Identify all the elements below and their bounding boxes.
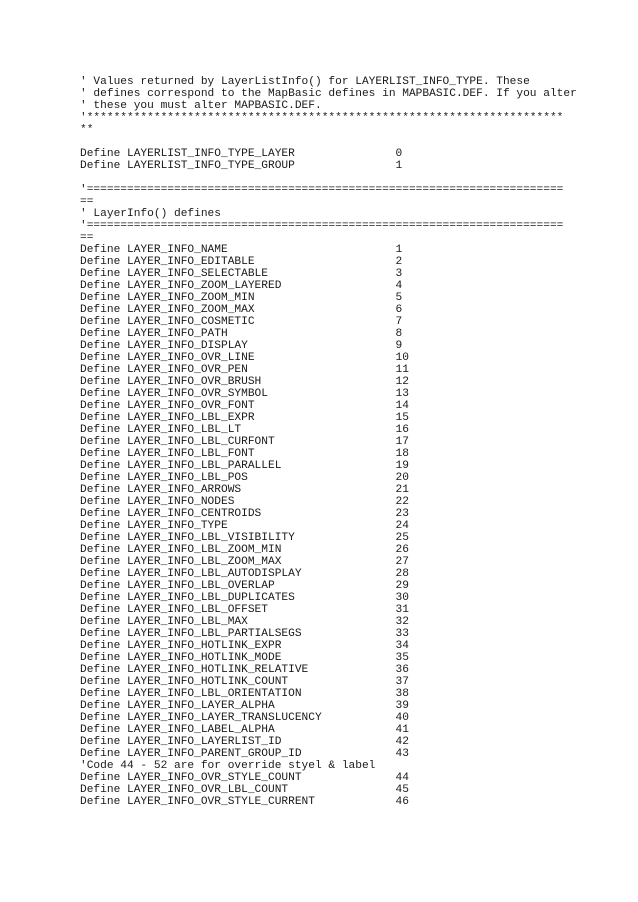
code-line: Define LAYER_INFO_OVR_LBL_COUNT 45 <box>80 784 409 796</box>
code-line: Define LAYERLIST_INFO_TYPE_LAYER 0 <box>80 148 403 160</box>
code-line: ' LayerInfo() defines <box>80 208 221 220</box>
code-line: Define LAYER_INFO_OVR_STYLE_CURRENT 46 <box>80 796 409 808</box>
code-line: Define LAYER_INFO_LABEL_ALPHA 41 <box>80 724 409 736</box>
code-line: Define LAYER_INFO_HOTLINK_COUNT 37 <box>80 676 409 688</box>
code-line: Define LAYER_INFO_LAYERLIST_ID 42 <box>80 736 409 748</box>
code-line: ** <box>80 124 94 136</box>
code-line: Define LAYER_INFO_OVR_SYMBOL 13 <box>80 388 409 400</box>
code-line: Define LAYER_INFO_PARENT_GROUP_ID 43 <box>80 748 409 760</box>
code-line: Define LAYER_INFO_EDITABLE 2 <box>80 256 403 268</box>
code-line: == <box>80 232 94 244</box>
code-line: Define LAYER_INFO_PATH 8 <box>80 328 403 340</box>
header-comment-block <box>80 76 600 136</box>
code-line: Define LAYER_INFO_ARROWS 21 <box>80 484 409 496</box>
code-line: Define LAYER_INFO_LBL_FONT 18 <box>80 448 409 460</box>
code-line: '*********************************************************************** <box>80 112 564 124</box>
code-line: Define LAYER_INFO_HOTLINK_RELATIVE 36 <box>80 664 409 676</box>
code-line: Define LAYER_INFO_OVR_STYLE_COUNT 44 <box>80 772 409 784</box>
code-line: == <box>80 196 94 208</box>
code-line: 'Code 44 - 52 are for override styel & label <box>80 760 376 772</box>
layerlist-defines-block <box>80 148 600 172</box>
code-line: Define LAYERLIST_INFO_TYPE_GROUP 1 <box>80 160 403 172</box>
code-line: Define LAYER_INFO_LBL_LT 16 <box>80 424 409 436</box>
code-line: Define LAYER_INFO_ZOOM_LAYERED 4 <box>80 280 403 292</box>
code-line: Define LAYER_INFO_LBL_PARTIALSEGS 33 <box>80 628 409 640</box>
code-line: Define LAYER_INFO_LBL_PARALLEL 19 <box>80 460 409 472</box>
code-line: Define LAYER_INFO_OVR_LINE 10 <box>80 352 409 364</box>
layerinfo-banner-block <box>80 184 600 244</box>
code-line: Define LAYER_INFO_COSMETIC 7 <box>80 316 403 328</box>
code-line: Define LAYER_INFO_SELECTABLE 3 <box>80 268 403 280</box>
code-line: Define LAYER_INFO_CENTROIDS 23 <box>80 508 409 520</box>
code-line: Define LAYER_INFO_HOTLINK_EXPR 34 <box>80 640 409 652</box>
code-line: Define LAYER_INFO_ZOOM_MAX 6 <box>80 304 403 316</box>
code-line: Define LAYER_INFO_DISPLAY 9 <box>80 340 403 352</box>
code-line: Define LAYER_INFO_LBL_ZOOM_MIN 26 <box>80 544 409 556</box>
code-line: Define LAYER_INFO_LBL_EXPR 15 <box>80 412 409 424</box>
code-line: Define LAYER_INFO_LBL_VISIBILITY 25 <box>80 532 409 544</box>
code-line: Define LAYER_INFO_LBL_POS 20 <box>80 472 409 484</box>
code-line: Define LAYER_INFO_LBL_ORIENTATION 38 <box>80 688 409 700</box>
code-line: Define LAYER_INFO_TYPE 24 <box>80 520 409 532</box>
code-line: '======================================================================= <box>80 184 564 196</box>
code-line: ' Values returned by LayerListInfo() for LAYERLIST_INFO_TYPE. These <box>80 76 530 88</box>
code-line: ' defines correspond to the MapBasic defines in MAPBASIC.DEF. If you alter <box>80 88 577 100</box>
code-line: Define LAYER_INFO_LBL_ZOOM_MAX 27 <box>80 556 409 568</box>
blank-line <box>80 136 600 148</box>
code-line: Define LAYER_INFO_LAYER_ALPHA 39 <box>80 700 409 712</box>
code-line: Define LAYER_INFO_OVR_BRUSH 12 <box>80 376 409 388</box>
code-line: Define LAYER_INFO_LBL_AUTODISPLAY 28 <box>80 568 409 580</box>
code-line: Define LAYER_INFO_NAME 1 <box>80 244 403 256</box>
code-line: Define LAYER_INFO_NODES 22 <box>80 496 409 508</box>
code-line: Define LAYER_INFO_LBL_MAX 32 <box>80 616 409 628</box>
code-line: Define LAYER_INFO_LAYER_TRANSLUCENCY 40 <box>80 712 409 724</box>
layerinfo-defines-block <box>80 244 600 808</box>
code-line: Define LAYER_INFO_LBL_DUPLICATES 30 <box>80 592 409 604</box>
code-line: Define LAYER_INFO_OVR_PEN 11 <box>80 364 409 376</box>
code-line: Define LAYER_INFO_HOTLINK_MODE 35 <box>80 652 409 664</box>
code-line: ' these you must alter MAPBASIC.DEF. <box>80 100 322 112</box>
code-listing <box>80 76 600 808</box>
code-line: Define LAYER_INFO_OVR_FONT 14 <box>80 400 409 412</box>
code-line: '======================================================================= <box>80 220 564 232</box>
blank-line <box>80 172 600 184</box>
code-line: Define LAYER_INFO_ZOOM_MIN 5 <box>80 292 403 304</box>
code-line: Define LAYER_INFO_LBL_CURFONT 17 <box>80 436 409 448</box>
code-line: Define LAYER_INFO_LBL_OVERLAP 29 <box>80 580 409 592</box>
code-line: Define LAYER_INFO_LBL_OFFSET 31 <box>80 604 409 616</box>
